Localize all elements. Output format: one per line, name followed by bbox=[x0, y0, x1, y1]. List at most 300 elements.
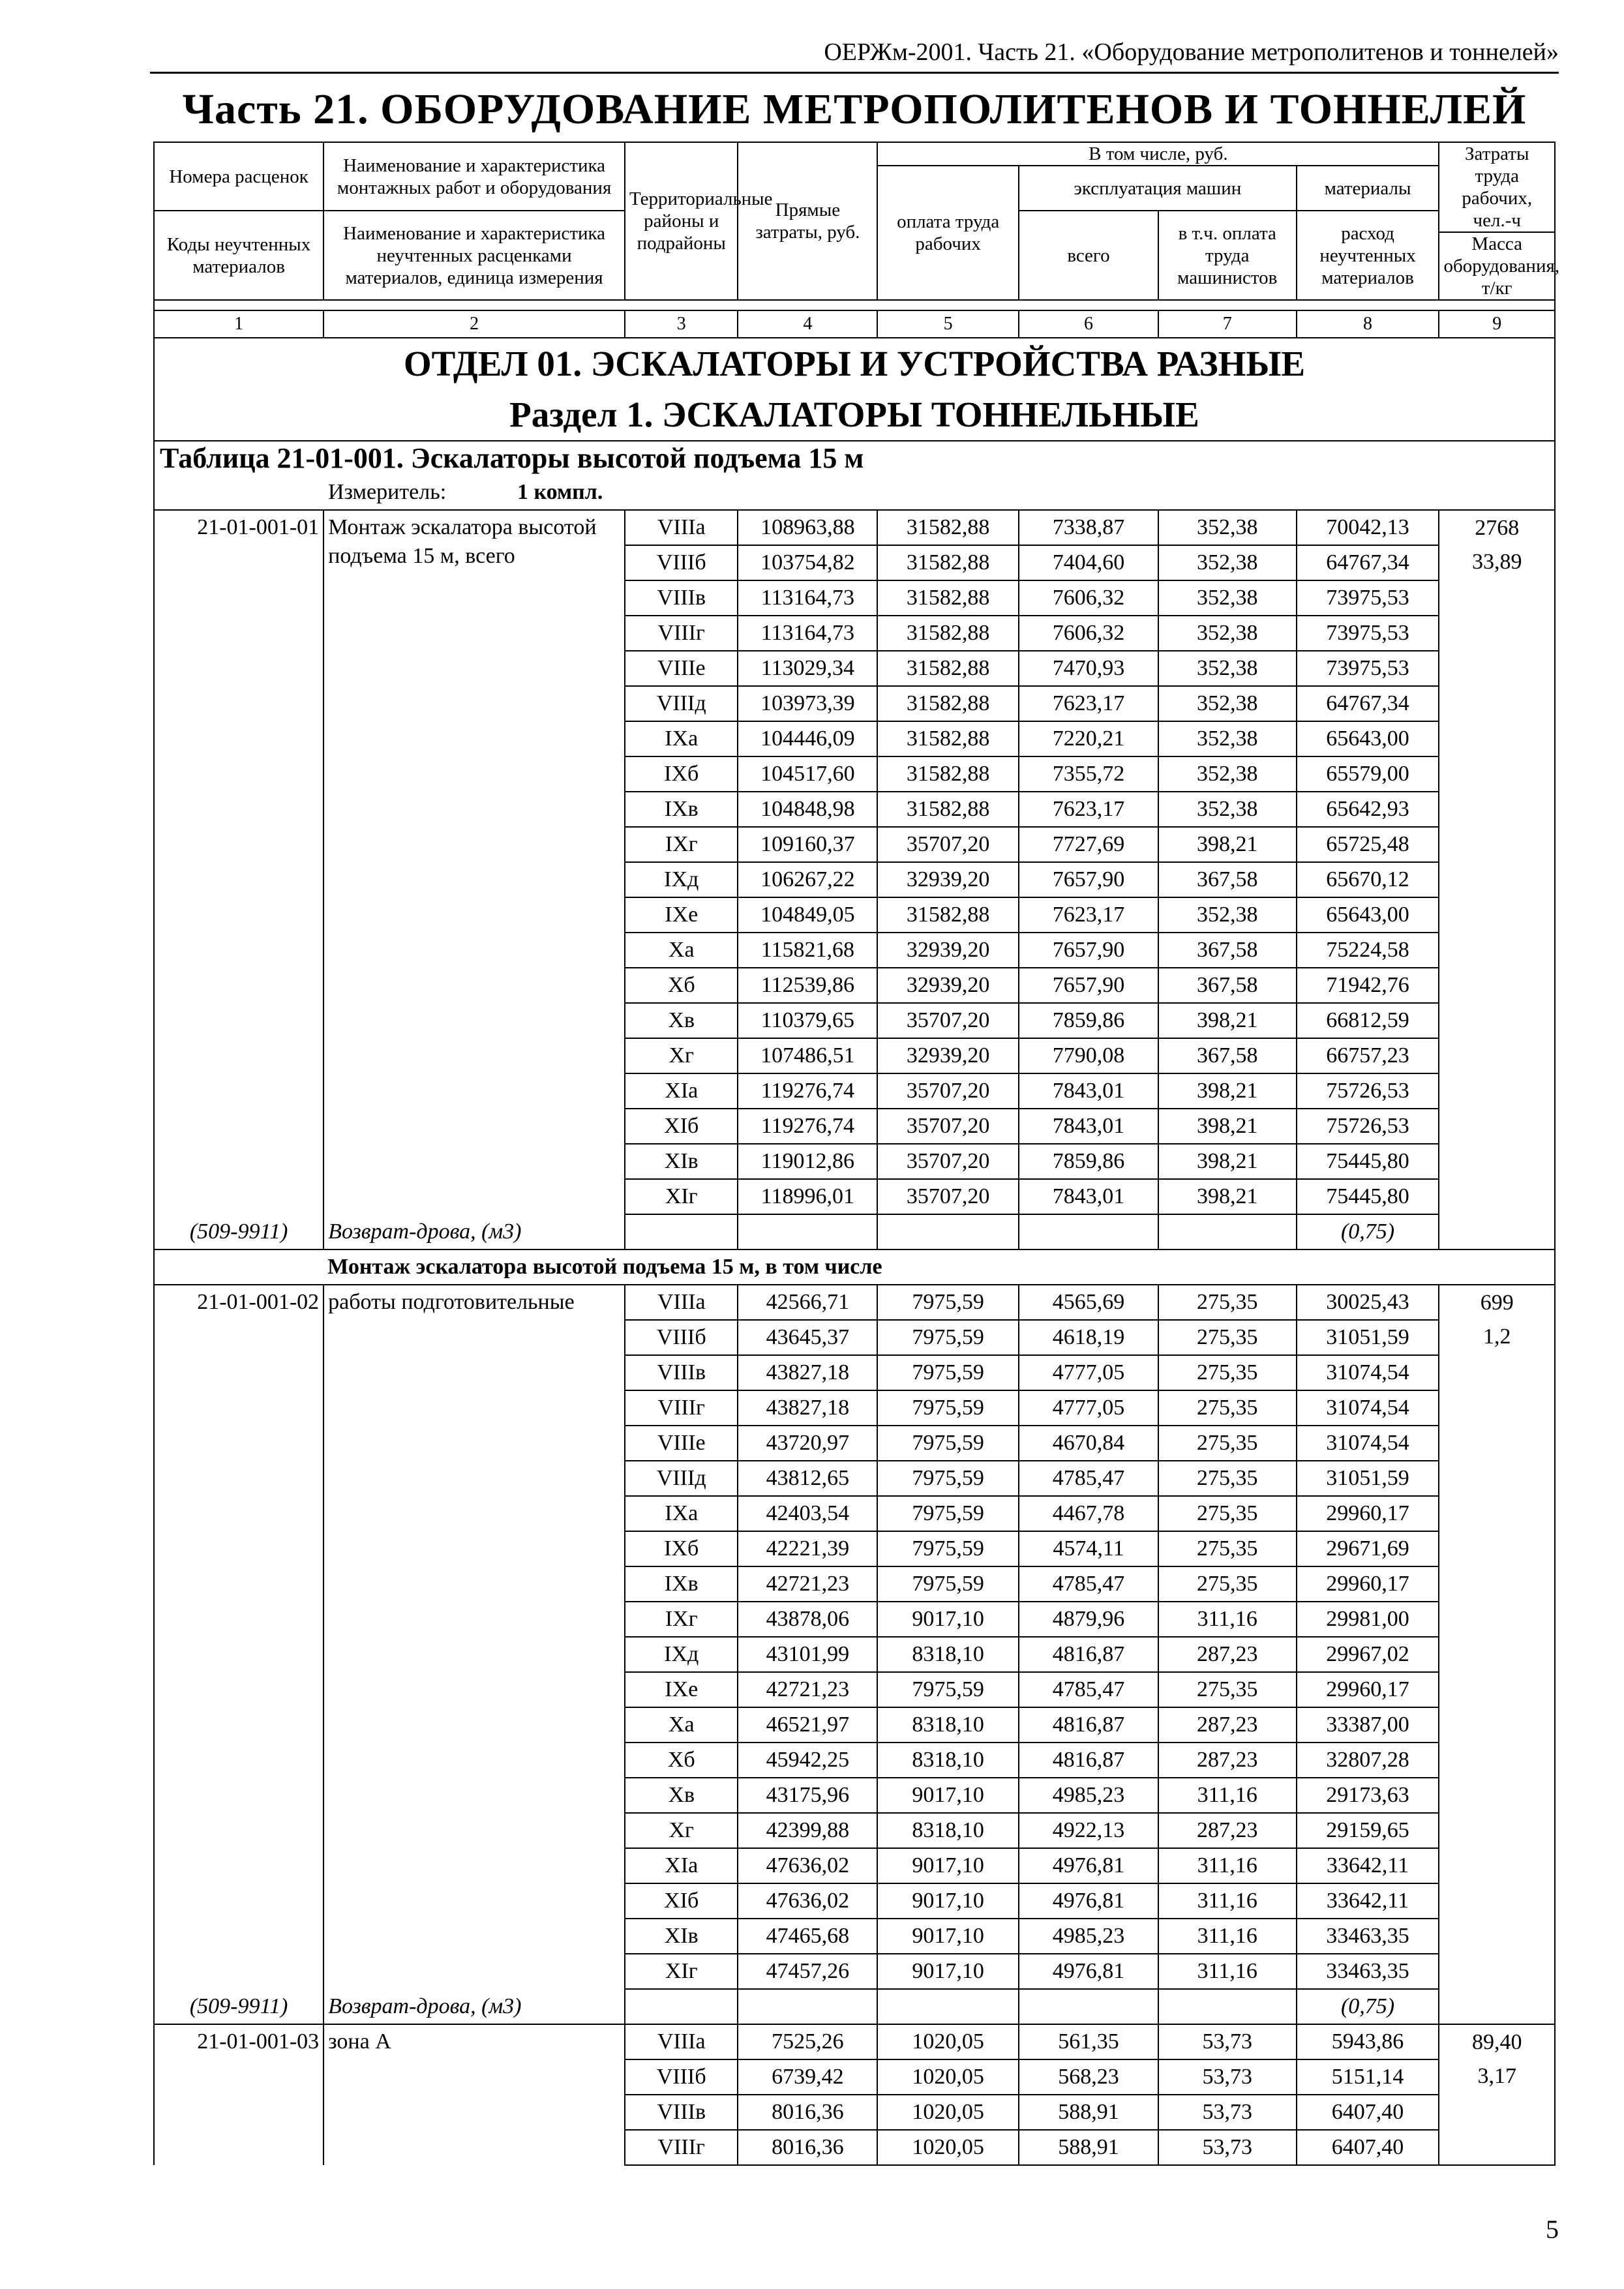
machines-total-cell: 4467,78 bbox=[1019, 1496, 1158, 1531]
territory-cell: XIа bbox=[625, 1848, 738, 1883]
worker-pay-cell: 35707,20 bbox=[877, 1073, 1019, 1109]
material-worker-cell bbox=[877, 1214, 1019, 1249]
machinist-pay-cell: 53,73 bbox=[1158, 2059, 1297, 2095]
territory-cell: VIIIв bbox=[625, 2095, 738, 2130]
direct-costs-cell: 43878,06 bbox=[738, 1602, 877, 1637]
machinist-pay-cell: 53,73 bbox=[1158, 2130, 1297, 2165]
machinist-pay-cell: 53,73 bbox=[1158, 2024, 1297, 2059]
materials-cell: 73975,53 bbox=[1297, 580, 1439, 616]
col-head-codes bbox=[154, 142, 323, 211]
materials-cell: 64767,34 bbox=[1297, 545, 1439, 580]
col-head-name bbox=[323, 142, 625, 211]
worker-pay-cell: 35707,20 bbox=[877, 1003, 1019, 1038]
direct-costs-cell: 103754,82 bbox=[738, 545, 877, 580]
direct-costs-cell: 109160,37 bbox=[738, 827, 877, 862]
machinist-pay-cell: 352,38 bbox=[1158, 792, 1297, 827]
material-direct-cell bbox=[738, 1214, 877, 1249]
machines-total-cell: 7790,08 bbox=[1019, 1038, 1158, 1073]
table-row bbox=[154, 510, 1555, 545]
worker-pay-cell: 31582,88 bbox=[877, 616, 1019, 651]
territory-cell: VIIIв bbox=[625, 1355, 738, 1390]
worker-pay-cell: 9017,10 bbox=[877, 1778, 1019, 1813]
machinist-pay-cell: 275,35 bbox=[1158, 1320, 1297, 1355]
materials-cell: 29960,17 bbox=[1297, 1496, 1439, 1531]
materials-cell: 75726,53 bbox=[1297, 1073, 1439, 1109]
column-number: 3 bbox=[625, 310, 738, 338]
territory-cell: VIIIв bbox=[625, 580, 738, 616]
worker-pay-cell: 35707,20 bbox=[877, 1144, 1019, 1179]
direct-costs-cell: 47636,02 bbox=[738, 1883, 877, 1919]
col-head-labor: Затраты труда рабочих, чел.-ч bbox=[1439, 142, 1555, 232]
direct-costs-cell: 47465,68 bbox=[738, 1919, 877, 1954]
worker-pay-cell: 7975,59 bbox=[877, 1531, 1019, 1566]
territory-cell: IXд bbox=[625, 862, 738, 897]
machines-total-cell: 4976,81 bbox=[1019, 1954, 1158, 1989]
worker-pay-cell: 8318,10 bbox=[877, 1743, 1019, 1778]
col-head-materials: материалы bbox=[1297, 166, 1439, 211]
rates-body bbox=[154, 338, 1555, 2165]
col-head-name-bottom: Наименование и характеристика неучтенных расценками материалов, единица измерения bbox=[323, 211, 625, 300]
machinist-pay-cell: 352,38 bbox=[1158, 897, 1297, 933]
direct-costs-cell: 115821,68 bbox=[738, 933, 877, 968]
machines-total-cell: 588,91 bbox=[1019, 2095, 1158, 2130]
col-head-materials-unacc: расход неучтенных материалов bbox=[1297, 211, 1439, 300]
direct-costs-cell: 45942,25 bbox=[738, 1743, 877, 1778]
machinist-pay-cell: 352,38 bbox=[1158, 721, 1297, 756]
page-number: 5 bbox=[1546, 2215, 1559, 2244]
territory-cell: Xг bbox=[625, 1813, 738, 1848]
machinist-pay-cell: 398,21 bbox=[1158, 1179, 1297, 1214]
material-machinist-cell bbox=[1158, 1214, 1297, 1249]
worker-pay-cell: 8318,10 bbox=[877, 1813, 1019, 1848]
direct-costs-cell: 104848,98 bbox=[738, 792, 877, 827]
rates-table bbox=[153, 142, 1560, 2166]
materials-cell: 29173,63 bbox=[1297, 1778, 1439, 1813]
labor-cell: 2768 bbox=[1439, 510, 1555, 545]
worker-pay-cell: 9017,10 bbox=[877, 1883, 1019, 1919]
column-number: 6 bbox=[1019, 310, 1158, 338]
territory-cell: XIг bbox=[625, 1954, 738, 1989]
material-name: Возврат-дрова, (м3) bbox=[323, 1214, 625, 1249]
direct-costs-cell: 119012,86 bbox=[738, 1144, 877, 1179]
rate-name: Монтаж эскалатора высотой подъема 15 м, всего bbox=[323, 510, 625, 1214]
material-territory-cell bbox=[625, 1214, 738, 1249]
territory-cell: XIв bbox=[625, 1919, 738, 1954]
direct-costs-cell: 42721,23 bbox=[738, 1672, 877, 1707]
col-head-incl: В том числе, руб. bbox=[877, 142, 1439, 166]
machines-total-cell: 561,35 bbox=[1019, 2024, 1158, 2059]
machinist-pay-cell: 311,16 bbox=[1158, 1883, 1297, 1919]
machines-total-cell: 4879,96 bbox=[1019, 1602, 1158, 1637]
direct-costs-cell: 103973,39 bbox=[738, 686, 877, 721]
worker-pay-cell: 7975,59 bbox=[877, 1461, 1019, 1496]
machines-total-cell: 7355,72 bbox=[1019, 756, 1158, 792]
machines-total-cell: 4816,87 bbox=[1019, 1637, 1158, 1672]
material-territory-cell bbox=[625, 1989, 738, 2024]
territory-cell: VIIIа bbox=[625, 2024, 738, 2059]
machinist-pay-cell: 398,21 bbox=[1158, 1144, 1297, 1179]
materials-cell: 31074,54 bbox=[1297, 1355, 1439, 1390]
materials-cell: 31051,59 bbox=[1297, 1461, 1439, 1496]
machines-total-cell: 7859,86 bbox=[1019, 1003, 1158, 1038]
machines-total-cell: 7843,01 bbox=[1019, 1179, 1158, 1214]
header-rule bbox=[150, 72, 1559, 74]
machinist-pay-cell: 275,35 bbox=[1158, 1566, 1297, 1602]
worker-pay-cell: 31582,88 bbox=[877, 545, 1019, 580]
machines-total-cell: 7657,90 bbox=[1019, 933, 1158, 968]
materials-cell: 64767,34 bbox=[1297, 686, 1439, 721]
col-head-machines: эксплуатация машин bbox=[1019, 166, 1297, 211]
machinist-pay-cell: 352,38 bbox=[1158, 686, 1297, 721]
machinist-pay-cell: 287,23 bbox=[1158, 1707, 1297, 1743]
materials-cell: 29981,00 bbox=[1297, 1602, 1439, 1637]
machinist-pay-cell: 352,38 bbox=[1158, 756, 1297, 792]
column-number: 4 bbox=[738, 310, 877, 338]
col-head-territory: Территориальные районы и подрайоны bbox=[625, 142, 738, 300]
col-head-direct-costs: Прямые затраты, руб. bbox=[738, 142, 877, 300]
territory-cell: VIIIб bbox=[625, 1320, 738, 1355]
worker-pay-cell: 1020,05 bbox=[877, 2130, 1019, 2165]
materials-cell: 31074,54 bbox=[1297, 1426, 1439, 1461]
direct-costs-cell: 42221,39 bbox=[738, 1531, 877, 1566]
column-number: 1 bbox=[154, 310, 323, 338]
machinist-pay-cell: 398,21 bbox=[1158, 1003, 1297, 1038]
worker-pay-cell: 35707,20 bbox=[877, 827, 1019, 862]
col-head-mass: Масса оборудования, т/кг bbox=[1439, 232, 1555, 300]
machinist-pay-cell: 367,58 bbox=[1158, 1038, 1297, 1073]
territory-cell: XIб bbox=[625, 1883, 738, 1919]
territory-cell: Xв bbox=[625, 1003, 738, 1038]
worker-pay-cell: 32939,20 bbox=[877, 1038, 1019, 1073]
machinist-pay-cell: 311,16 bbox=[1158, 1602, 1297, 1637]
machinist-pay-cell: 311,16 bbox=[1158, 1848, 1297, 1883]
worker-pay-cell: 31582,88 bbox=[877, 651, 1019, 686]
materials-cell: 75726,53 bbox=[1297, 1109, 1439, 1144]
territory-cell: VIIIг bbox=[625, 2130, 738, 2165]
territory-cell: VIIIг bbox=[625, 616, 738, 651]
direct-costs-cell: 113164,73 bbox=[738, 580, 877, 616]
mass-cell: 3,17 bbox=[1439, 2059, 1555, 2165]
machines-total-cell: 7859,86 bbox=[1019, 1144, 1158, 1179]
machinist-pay-cell: 311,16 bbox=[1158, 1919, 1297, 1954]
territory-cell: IXб bbox=[625, 756, 738, 792]
territory-cell: VIIIе bbox=[625, 651, 738, 686]
codes-top-label: Номера расценок bbox=[169, 166, 308, 187]
direct-costs-cell: 113029,34 bbox=[738, 651, 877, 686]
column-number: 5 bbox=[877, 310, 1019, 338]
mass-cell: 1,2 bbox=[1439, 1320, 1555, 2024]
territory-cell: IXб bbox=[625, 1531, 738, 1566]
machines-total-cell: 4785,47 bbox=[1019, 1461, 1158, 1496]
group-title-gap bbox=[154, 1249, 323, 1285]
machinist-pay-cell: 275,35 bbox=[1158, 1355, 1297, 1390]
materials-cell: 75445,80 bbox=[1297, 1179, 1439, 1214]
measure-label: Измеритель: bbox=[328, 480, 447, 504]
section-title: Раздел 1. ЭСКАЛАТОРЫ ТОННЕЛЬНЫЕ bbox=[509, 395, 1199, 434]
worker-pay-cell: 8318,10 bbox=[877, 1637, 1019, 1672]
materials-cell: 33463,35 bbox=[1297, 1954, 1439, 1989]
machinist-pay-cell: 275,35 bbox=[1158, 1496, 1297, 1531]
direct-costs-cell: 43101,99 bbox=[738, 1637, 877, 1672]
machinist-pay-cell: 275,35 bbox=[1158, 1285, 1297, 1320]
machinist-pay-cell: 275,35 bbox=[1158, 1672, 1297, 1707]
direct-costs-cell: 113164,73 bbox=[738, 616, 877, 651]
worker-pay-cell: 9017,10 bbox=[877, 1602, 1019, 1637]
direct-costs-cell: 43175,96 bbox=[738, 1778, 877, 1813]
machines-total-cell: 4785,47 bbox=[1019, 1672, 1158, 1707]
table-row bbox=[154, 2024, 1555, 2059]
machinist-pay-cell: 398,21 bbox=[1158, 1109, 1297, 1144]
territory-cell: IXв bbox=[625, 1566, 738, 1602]
direct-costs-cell: 43812,65 bbox=[738, 1461, 877, 1496]
materials-cell: 65642,93 bbox=[1297, 792, 1439, 827]
machines-total-cell: 7606,32 bbox=[1019, 616, 1158, 651]
worker-pay-cell: 32939,20 bbox=[877, 968, 1019, 1003]
material-code: (509-9911) bbox=[154, 1989, 323, 2024]
machines-total-cell: 4922,13 bbox=[1019, 1813, 1158, 1848]
material-name: Возврат-дрова, (м3) bbox=[323, 1989, 625, 2024]
worker-pay-cell: 7975,59 bbox=[877, 1390, 1019, 1426]
machinist-pay-cell: 352,38 bbox=[1158, 651, 1297, 686]
material-row bbox=[154, 1214, 1555, 1249]
direct-costs-cell: 42399,88 bbox=[738, 1813, 877, 1848]
direct-costs-cell: 8016,36 bbox=[738, 2130, 877, 2165]
territory-cell: IXа bbox=[625, 1496, 738, 1531]
machines-total-cell: 4816,87 bbox=[1019, 1743, 1158, 1778]
worker-pay-cell: 31582,88 bbox=[877, 580, 1019, 616]
machinist-pay-cell: 311,16 bbox=[1158, 1954, 1297, 1989]
territory-cell: XIг bbox=[625, 1179, 738, 1214]
direct-costs-cell: 8016,36 bbox=[738, 2095, 877, 2130]
group-title-row bbox=[154, 1249, 1555, 1285]
materials-cell: 70042,13 bbox=[1297, 510, 1439, 545]
worker-pay-cell: 7975,59 bbox=[877, 1496, 1019, 1531]
worker-pay-cell: 1020,05 bbox=[877, 2059, 1019, 2095]
materials-cell: 29960,17 bbox=[1297, 1672, 1439, 1707]
labor-cell: 89,40 bbox=[1439, 2024, 1555, 2059]
machines-total-cell: 7843,01 bbox=[1019, 1073, 1158, 1109]
direct-costs-cell: 110379,65 bbox=[738, 1003, 877, 1038]
territory-cell: XIа bbox=[625, 1073, 738, 1109]
territory-cell: Xв bbox=[625, 1778, 738, 1813]
territory-cell: IXе bbox=[625, 1672, 738, 1707]
worker-pay-cell: 7975,59 bbox=[877, 1285, 1019, 1320]
direct-costs-cell: 112539,86 bbox=[738, 968, 877, 1003]
machines-total-cell: 7338,87 bbox=[1019, 510, 1158, 545]
machinist-pay-cell: 367,58 bbox=[1158, 933, 1297, 968]
machinist-pay-cell: 398,21 bbox=[1158, 1073, 1297, 1109]
rate-code: 21-01-001-03 bbox=[154, 2024, 323, 2165]
machinist-pay-cell: 352,38 bbox=[1158, 545, 1297, 580]
machinist-pay-cell: 352,38 bbox=[1158, 616, 1297, 651]
machinist-pay-cell: 287,23 bbox=[1158, 1743, 1297, 1778]
machines-total-cell: 7470,93 bbox=[1019, 651, 1158, 686]
materials-cell: 6407,40 bbox=[1297, 2130, 1439, 2165]
machinist-pay-cell: 311,16 bbox=[1158, 1778, 1297, 1813]
materials-cell: 33463,35 bbox=[1297, 1919, 1439, 1954]
machinist-pay-cell: 53,73 bbox=[1158, 2095, 1297, 2130]
rate-name: зона А bbox=[323, 2024, 625, 2165]
materials-cell: 33642,11 bbox=[1297, 1848, 1439, 1883]
material-machinist-cell bbox=[1158, 1989, 1297, 2024]
worker-pay-cell: 7975,59 bbox=[877, 1672, 1019, 1707]
col-head-machines-total: всего bbox=[1019, 211, 1158, 300]
machines-total-cell: 7606,32 bbox=[1019, 580, 1158, 616]
worker-pay-cell: 1020,05 bbox=[877, 2095, 1019, 2130]
labor-cell: 699 bbox=[1439, 1285, 1555, 1320]
department-heading bbox=[154, 338, 1555, 441]
materials-cell: 65670,12 bbox=[1297, 862, 1439, 897]
materials-cell: 65725,48 bbox=[1297, 827, 1439, 862]
machinist-pay-cell: 398,21 bbox=[1158, 827, 1297, 862]
direct-costs-cell: 119276,74 bbox=[738, 1073, 877, 1109]
worker-pay-cell: 31582,88 bbox=[877, 721, 1019, 756]
materials-cell: 71942,76 bbox=[1297, 968, 1439, 1003]
direct-costs-cell: 108963,88 bbox=[738, 510, 877, 545]
territory-cell: VIIIб bbox=[625, 545, 738, 580]
machines-total-cell: 568,23 bbox=[1019, 2059, 1158, 2095]
worker-pay-cell: 31582,88 bbox=[877, 686, 1019, 721]
machines-total-cell: 7843,01 bbox=[1019, 1109, 1158, 1144]
direct-costs-cell: 47457,26 bbox=[738, 1954, 877, 1989]
machinist-pay-cell: 367,58 bbox=[1158, 862, 1297, 897]
worker-pay-cell: 9017,10 bbox=[877, 1848, 1019, 1883]
territory-cell: IXе bbox=[625, 897, 738, 933]
materials-cell: 29967,02 bbox=[1297, 1637, 1439, 1672]
direct-costs-cell: 43827,18 bbox=[738, 1390, 877, 1426]
rate-code: 21-01-001-02 bbox=[154, 1285, 323, 1989]
worker-pay-cell: 1020,05 bbox=[877, 2024, 1019, 2059]
machinist-pay-cell: 275,35 bbox=[1158, 1426, 1297, 1461]
territory-cell: Xа bbox=[625, 933, 738, 968]
column-numbers-row bbox=[154, 310, 1555, 338]
territory-cell: VIIIб bbox=[625, 2059, 738, 2095]
direct-costs-cell: 42721,23 bbox=[738, 1566, 877, 1602]
group-title: Монтаж эскалатора высотой подъема 15 м, в том числе bbox=[323, 1249, 1555, 1285]
machines-total-cell: 4618,19 bbox=[1019, 1320, 1158, 1355]
worker-pay-cell: 7975,59 bbox=[877, 1355, 1019, 1390]
machines-total-cell: 7220,21 bbox=[1019, 721, 1158, 756]
measure-row bbox=[154, 475, 1555, 510]
worker-pay-cell: 35707,20 bbox=[877, 1179, 1019, 1214]
direct-costs-cell: 6739,42 bbox=[738, 2059, 877, 2095]
direct-costs-cell: 42403,54 bbox=[738, 1496, 877, 1531]
direct-costs-cell: 43720,97 bbox=[738, 1426, 877, 1461]
materials-cell: 30025,43 bbox=[1297, 1285, 1439, 1320]
materials-cell: 29671,69 bbox=[1297, 1531, 1439, 1566]
worker-pay-cell: 31582,88 bbox=[877, 510, 1019, 545]
territory-cell: VIIIд bbox=[625, 1461, 738, 1496]
machines-total-cell: 4777,05 bbox=[1019, 1390, 1158, 1426]
direct-costs-cell: 118996,01 bbox=[738, 1179, 877, 1214]
territory-cell: IXв bbox=[625, 792, 738, 827]
materials-cell: 66812,59 bbox=[1297, 1003, 1439, 1038]
territory-cell: VIIIд bbox=[625, 686, 738, 721]
worker-pay-cell: 7975,59 bbox=[877, 1566, 1019, 1602]
direct-costs-cell: 106267,22 bbox=[738, 862, 877, 897]
territory-cell: VIIIе bbox=[625, 1426, 738, 1461]
worker-pay-cell: 9017,10 bbox=[877, 1919, 1019, 1954]
materials-cell: 75224,58 bbox=[1297, 933, 1439, 968]
material-machines-cell bbox=[1019, 1214, 1158, 1249]
worker-pay-cell: 32939,20 bbox=[877, 933, 1019, 968]
worker-pay-cell: 8318,10 bbox=[877, 1707, 1019, 1743]
materials-cell: 6407,40 bbox=[1297, 2095, 1439, 2130]
header-gap bbox=[154, 300, 1555, 310]
machinist-pay-cell: 352,38 bbox=[1158, 510, 1297, 545]
territory-cell: Xб bbox=[625, 1743, 738, 1778]
machines-total-cell: 7623,17 bbox=[1019, 897, 1158, 933]
materials-cell: 32807,28 bbox=[1297, 1743, 1439, 1778]
machinist-pay-cell: 287,23 bbox=[1158, 1813, 1297, 1848]
materials-cell: 31074,54 bbox=[1297, 1390, 1439, 1426]
machinist-pay-cell: 275,35 bbox=[1158, 1461, 1297, 1496]
material-code: (509-9911) bbox=[154, 1214, 323, 1249]
part-title: Часть 21. ОБОРУДОВАНИЕ МЕТРОПОЛИТЕНОВ И ТОННЕЛЕЙ bbox=[182, 85, 1527, 133]
materials-cell: 73975,53 bbox=[1297, 616, 1439, 651]
material-qty: (0,75) bbox=[1297, 1989, 1439, 2024]
worker-pay-cell: 9017,10 bbox=[877, 1954, 1019, 1989]
machines-total-cell: 4985,23 bbox=[1019, 1919, 1158, 1954]
machines-total-cell: 4670,84 bbox=[1019, 1426, 1158, 1461]
name-top-label: Наименование и характеристика монтажных работ и оборудования bbox=[337, 155, 612, 198]
table-row bbox=[154, 1285, 1555, 1320]
territory-cell: Xа bbox=[625, 1707, 738, 1743]
worker-pay-cell: 31582,88 bbox=[877, 792, 1019, 827]
machines-total-cell: 7623,17 bbox=[1019, 686, 1158, 721]
machines-total-cell: 4816,87 bbox=[1019, 1707, 1158, 1743]
direct-costs-cell: 104517,60 bbox=[738, 756, 877, 792]
materials-cell: 66757,23 bbox=[1297, 1038, 1439, 1073]
machines-total-cell: 7727,69 bbox=[1019, 827, 1158, 862]
direct-costs-cell: 107486,51 bbox=[738, 1038, 877, 1073]
territory-cell: IXа bbox=[625, 721, 738, 756]
material-row bbox=[154, 1989, 1555, 2024]
machines-total-cell: 4976,81 bbox=[1019, 1883, 1158, 1919]
worker-pay-cell: 32939,20 bbox=[877, 862, 1019, 897]
worker-pay-cell: 31582,88 bbox=[877, 897, 1019, 933]
territory-cell: IXг bbox=[625, 1602, 738, 1637]
machinist-pay-cell: 275,35 bbox=[1158, 1390, 1297, 1426]
col-head-worker-pay: оплата труда рабочих bbox=[877, 166, 1019, 300]
table-title: Таблица 21-01-001. Эскалаторы высотой подъема 15 м bbox=[154, 441, 1555, 475]
direct-costs-cell: 119276,74 bbox=[738, 1109, 877, 1144]
machines-total-cell: 4565,69 bbox=[1019, 1285, 1158, 1320]
measure-value: 1 компл. bbox=[517, 480, 603, 504]
mass-cell: 33,89 bbox=[1439, 545, 1555, 1249]
materials-cell: 29159,65 bbox=[1297, 1813, 1439, 1848]
territory-cell: IXг bbox=[625, 827, 738, 862]
material-worker-cell bbox=[877, 1989, 1019, 2024]
column-number: 9 bbox=[1439, 310, 1555, 338]
machines-total-cell: 4777,05 bbox=[1019, 1355, 1158, 1390]
machines-total-cell: 7657,90 bbox=[1019, 968, 1158, 1003]
territory-cell: VIIIг bbox=[625, 1390, 738, 1426]
department-title: ОТДЕЛ 01. ЭСКАЛАТОРЫ И УСТРОЙСТВА РАЗНЫЕ bbox=[403, 344, 1306, 383]
machinist-pay-cell: 352,38 bbox=[1158, 580, 1297, 616]
worker-pay-cell: 31582,88 bbox=[877, 756, 1019, 792]
materials-cell: 65579,00 bbox=[1297, 756, 1439, 792]
direct-costs-cell: 104446,09 bbox=[738, 721, 877, 756]
materials-cell: 5943,86 bbox=[1297, 2024, 1439, 2059]
material-qty: (0,75) bbox=[1297, 1214, 1439, 1249]
territory-cell: XIв bbox=[625, 1144, 738, 1179]
materials-cell: 31051,59 bbox=[1297, 1320, 1439, 1355]
direct-costs-cell: 7525,26 bbox=[738, 2024, 877, 2059]
column-number: 2 bbox=[323, 310, 625, 338]
machines-total-cell: 4574,11 bbox=[1019, 1531, 1158, 1566]
territory-cell: XIб bbox=[625, 1109, 738, 1144]
